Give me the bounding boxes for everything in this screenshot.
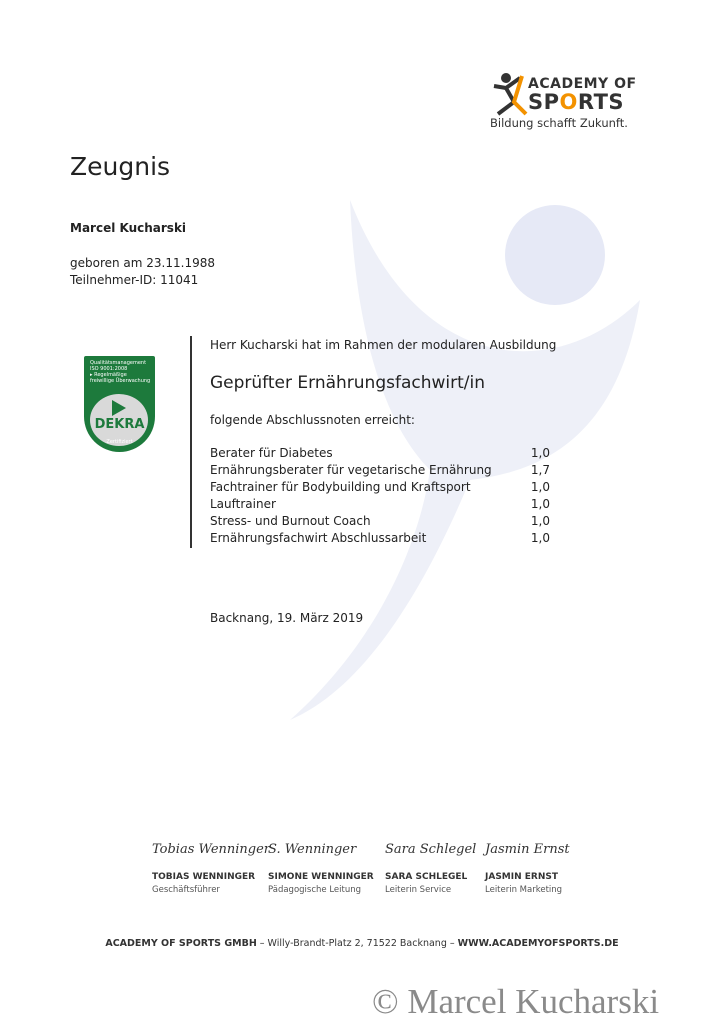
signer-role: Leiterin Marketing [485,885,563,895]
badge-certified: Zertifiziert [106,439,133,445]
place-date: Backnang, 19. März 2019 [210,611,364,625]
signer-name: SARA SCHLEGEL [385,872,468,882]
badge-line2: ISO 9001:2008 [90,366,128,372]
person-info [70,255,215,289]
signature-block [485,842,615,895]
grade-row: Ernährungsberater für vegetarische Ernährung 1,7 [210,463,550,477]
grades-list [210,446,550,548]
badge-line3: ▸ Regelmäßige freiwillige Überwachung [90,372,151,384]
handwritten-signature: Tobias Wenninger [152,842,271,857]
signature-block [268,842,398,895]
academy-of-sports-logo [488,70,638,132]
signature-block [152,842,282,895]
signer-role: Leiterin Service [385,885,452,895]
copyright-watermark: © Marcel Kucharski [372,982,660,1021]
signer-name: TOBIAS WENNINGER [152,872,256,882]
grade-row: Fachtrainer für Bodybuilding und Kraftsport 1,0 [210,480,550,494]
course-title: Geprüfter Ernährungsfachwirt/in [210,373,486,393]
birth-date: geboren am 23.11.1988 [70,256,215,270]
participant-id: Teilnehmer-ID: 11041 [70,273,199,287]
handwritten-signature: Jasmin Ernst [485,842,570,857]
signer-name: SIMONE WENNINGER [268,872,374,882]
athlete-icon [492,72,532,116]
grade-row: Lauftrainer 1,0 [210,497,550,511]
grade-row: Berater für Diabetes 1,0 [210,446,550,460]
signer-name: JASMIN ERNST [485,872,558,882]
dekra-arrow-icon [112,400,126,416]
dekra-certification-badge [84,356,155,452]
handwritten-signature: S. Wenninger [268,842,357,857]
logo-line2: SPORTS [528,90,625,114]
grades-intro: folgende Abschlussnoten erreicht: [210,413,415,427]
logo-tagline: Bildung schafft Zukunft. [490,116,628,130]
handwritten-signature: Sara Schlegel [385,842,477,857]
badge-brand: DEKRA [94,417,145,432]
grade-row: Stress- und Burnout Coach 1,0 [210,514,550,528]
logo-line1: ACADEMY OF [528,76,637,92]
document-title: Zeugnis [70,152,171,181]
signer-role: Pädagogische Leitung [268,885,362,895]
grade-row: Ernährungsfachwirt Abschlussarbeit 1,0 [210,531,550,545]
footer-company: ACADEMY OF SPORTS GMBH [105,938,257,949]
person-name: Marcel Kucharski [70,221,187,235]
footer-website: WWW.ACADEMYOFSPORTS.DE [457,938,619,949]
badge-line1: Qualitätsmanagement [90,360,147,366]
footer [0,938,724,949]
divider-line [190,336,192,548]
intro-text: Herr Kucharski hat im Rahmen der modularen Ausbildung [210,338,557,352]
footer-address: – Willy-Brandt-Platz 2, 71522 Backnang – [256,938,458,949]
signer-role: Geschäftsführer [152,885,220,895]
